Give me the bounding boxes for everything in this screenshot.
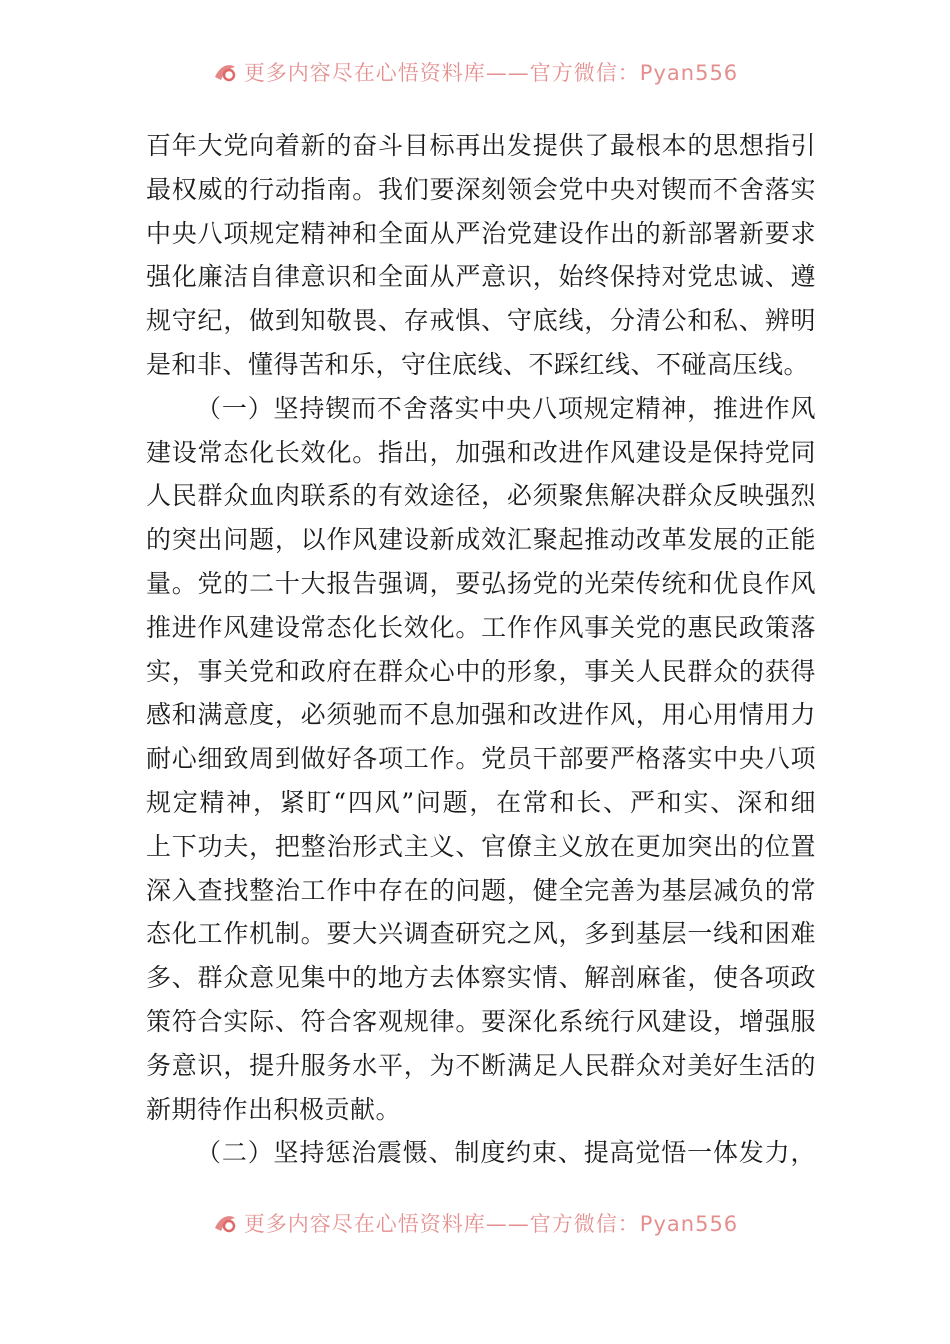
document-body [146,124,816,1175]
text-line: 感和满意度，必须驰而不息加强和改进作风，用心用情用力 [146,700,816,730]
text-line: 规守纪，做到知敬畏、存戒惧、守底线，分清公和私、辨明 [146,306,816,336]
text-line: 百年大党向着新的奋斗目标再出发提供了最根本的思想指引 [146,131,816,160]
text-line: 多、群众意见集中的地方去体察实情、解剖麻雀，使各项政 [146,963,816,993]
text-line: 最权威的行动指南。我们要深刻领会党中央对锲而不舍落实 [146,174,816,204]
paragraph-heading-line: （一）坚持锲而不舍落实中央八项规定精神，推进作风 [196,393,816,423]
text-line: 是和非、懂得苦和乐，守住底线、不踩红线、不碰高压线。 [146,349,810,379]
text-line: 上下功夫，把整治形式主义、官僚主义放在更加突出的位置 [146,831,816,861]
watermark-text: 更多内容尽在心悟资料库——官方微信：Pyan556 [243,61,739,85]
text-line: 耐心细致周到做好各项工作。党员干部要严格落实中央八项 [146,744,816,774]
text-line: 推进作风建设常态化长效化。工作作风事关党的惠民政策落 [146,612,816,642]
header-watermark [0,52,950,92]
watermark-logo-icon [212,59,238,85]
text-line: 规定精神，紧盯“四风”问题，在常和长、严和实、深和细 [146,787,816,817]
footer-watermark [0,1203,950,1243]
text-line: 实，事关党和政府在群众心中的形象，事关人民群众的获得 [146,656,816,686]
text-line: 建设常态化长效化。指出，加强和改进作风建设是保持党同 [146,437,816,467]
text-line: 人民群众血肉联系的有效途径，必须聚焦解决群众反映强烈 [146,481,816,511]
text-line: 深入查找整治工作中存在的问题，健全完善为基层减负的常 [146,875,816,905]
text-line: 态化工作机制。要大兴调查研究之风，多到基层一线和困难 [146,919,816,949]
paragraph-heading-line: （二）坚持惩治震慑、制度约束、提高觉悟一体发力， [196,1138,816,1168]
watermark-logo-icon [212,1210,238,1236]
watermark-text: 更多内容尽在心悟资料库——官方微信：Pyan556 [243,1212,739,1236]
text-line: 策符合实际、符合客观规律。要深化系统行风建设，增强服 [146,1006,816,1036]
text-line: 新期待作出积极贡献。 [146,1094,402,1124]
text-line: 的突出问题，以作风建设新成效汇聚起推动改革发展的正能 [146,525,816,555]
text-line: 强化廉洁自律意识和全面从严意识，始终保持对党忠诚、遵 [146,262,816,292]
text-line: 量。党的二十大报告强调，要弘扬党的光荣传统和优良作风 [146,568,816,598]
text-line: 务意识，提升服务水平，为不断满足人民群众对美好生活的 [146,1050,816,1080]
text-line: 中央八项规定精神和全面从严治党建设作出的新部署新要求 [146,218,816,248]
